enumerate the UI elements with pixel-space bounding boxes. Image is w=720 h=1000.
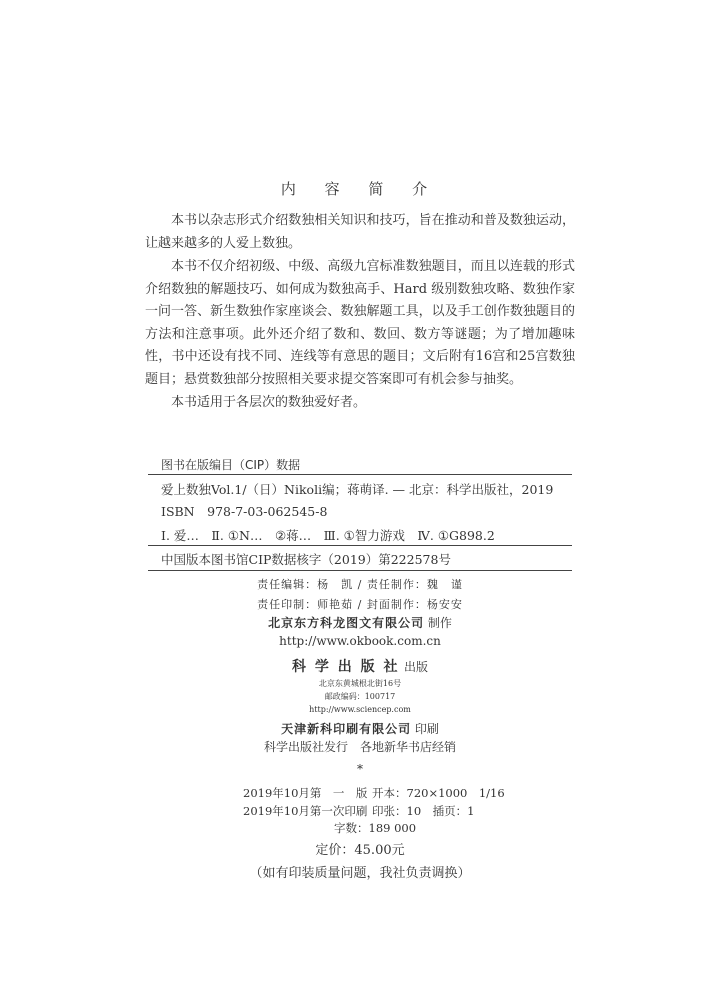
page-title: 内 容 简 介 [280, 180, 440, 198]
cip-classification: Ⅰ. 爱… Ⅱ. ①N… ②蒋… Ⅲ. ①智力游戏 Ⅳ. ①G898.2 [161, 528, 495, 543]
price: 定价：45.00元 [315, 843, 405, 858]
printer-line [0, 720, 720, 737]
producer-role: 制作 [427, 616, 452, 630]
publisher-address: 北京东黄城根北街16号 [318, 679, 402, 688]
cip-bottom-rule [148, 570, 572, 571]
cip-number: 中国版本图书馆CIP数据核字（2019）第222578号 [161, 552, 451, 567]
publisher-role: 出版 [403, 660, 428, 674]
quality-notice: （如有印装质量问题，我社负责调换） [249, 866, 471, 881]
cip-isbn: ISBN 978-7-03-062545-8 [161, 504, 328, 519]
publisher-url: http://www.sciencep.com [309, 705, 411, 714]
credits-editors: 责任编辑：杨 凯 / 责任制作：魏 谨 [257, 578, 463, 591]
print-date: 2019年10月第一次印刷 [243, 804, 368, 818]
cip-mid-rule [148, 545, 572, 546]
word-count: 字数：189 000 [334, 821, 417, 835]
edition-format: 开本：720×1000 1/16 [372, 786, 505, 800]
publisher-line [0, 656, 720, 676]
credits-printing: 责任印制：师艳茹 / 封面制作：杨安安 [257, 598, 463, 611]
publisher-postcode: 邮政编码：100717 [324, 692, 396, 701]
printer-role: 印刷 [414, 722, 439, 736]
intro-paragraph-2: 本书不仅介绍初级、中级、高级九宫标准数独题目，而且以连载的形式介绍数独的解题技巧、如何成为数独高手、Hard 级别数独攻略、数独作家一问一答、新生数独作家座谈会、数独解题工具，以及手工创作数独题目的方法和注意事项。此外还介绍了数和、数回、数方等谜题；为了增加趣味性，书中还设有找不同、连线等有意思的题目；文后附有16宫和25宫数独题目；悬赏数独部分按照相关要求提交答案即可有机会参与抽奖。 [145, 259, 575, 387]
producer-name: 北京东方科龙图文有限公司 [268, 616, 425, 630]
producer-line [0, 614, 720, 631]
edition-date: 2019年10月第 一 版 [243, 786, 368, 800]
edition-sheets: 印张：10 插页：1 [372, 804, 475, 818]
printer-name: 天津新科印刷有限公司 [281, 722, 412, 736]
cip-top-rule [148, 474, 572, 475]
intro-paragraph-1: 本书以杂志形式介绍数独相关知识和技巧，旨在推动和普及数独运动，让越来越多的人爱上数独。 [145, 213, 575, 251]
cip-bibliographic-line: 爱上数独Vol.1/（日）Nikoli编；蒋萌译. — 北京：科学出版社，2019 [161, 482, 554, 497]
divider-asterisk: * [357, 762, 363, 776]
distribution-line: 科学出版社发行 各地新华书店经销 [263, 740, 456, 754]
publisher-name: 科 学 出 版 社 [292, 659, 400, 675]
cip-heading: 图书在版编目（CIP）数据 [161, 458, 301, 472]
producer-url: http://www.okbook.com.cn [279, 634, 441, 648]
intro-paragraph-3: 本书适用于各层次的数独爱好者。 [171, 395, 367, 410]
